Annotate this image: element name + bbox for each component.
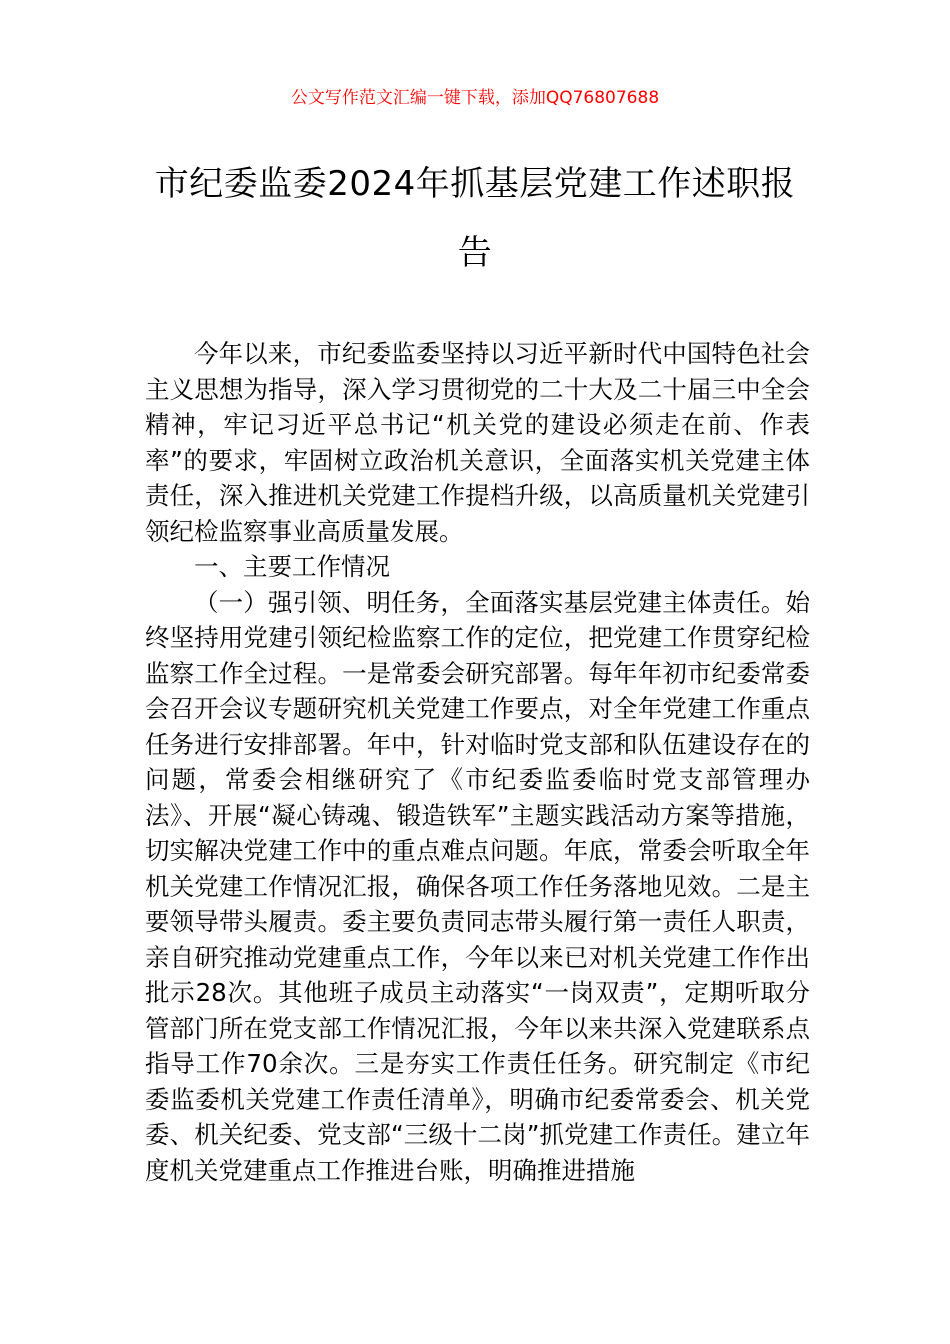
download-banner: 公文写作范文汇编一键下载，添加QQ76807688 (290, 88, 660, 108)
section-heading: 一、主要工作情况 (194, 552, 390, 581)
document-body (145, 336, 810, 1188)
document-title: 市纪委监委2024年抓基层党建工作述职报告 (154, 164, 796, 273)
intro-paragraph: 今年以来，市纪委监委坚持以习近平新时代中国特色社会主义思想为指导，深入学习贯彻党的二十大及二十届三中全会精神，牢记习近平总书记“机关党的建设必须走在前、作表率”的要求，牢固树立政治机关意识，全面落实机关党建主体责任，深入推进机关党建工作提档升级，以高质量机关党建引领纪检监察事业高质量发展。 (145, 339, 810, 546)
body-paragraph: （一）强引领、明任务，全面落实基层党建主体责任。始终坚持用党建引领纪检监察工作的定位，把党建工作贯穿纪检监察工作全过程。一是常委会研究部署。每年年初市纪委常委会召开会议专题研究机关党建工作要点，对全年党建工作重点任务进行安排部署。年中，针对临时党支部和队伍建设存在的问题，常委会相继研究了《市纪委监委临时党支部管理办法》、开展“凝心铸魂、锻造铁军”主题实践活动方案等措施，切实解决党建工作中的重点难点问题。年底，常委会听取全年机关党建工作情况汇报，确保各项工作任务落地见效。二是主要领导带头履责。委主要负责同志带头履行第一责任人职责，亲自研究推动党建重点工作，今年以来已对机关党建工作作出批示28次。其他班子成员主动落实“一岗双责”，定期听取分管部门所在党支部工作情况汇报，今年以来共深入党建联系点指导工作70余次。三是夯实工作责任任务。研究制定《市纪委监委机关党建工作责任清单》，明确市纪委常委会、机关党委、机关纪委、党支部“三级十二岗”抓党建工作责任。建立年度机关党建重点工作推进台账，明确推进措施 (145, 587, 810, 1185)
